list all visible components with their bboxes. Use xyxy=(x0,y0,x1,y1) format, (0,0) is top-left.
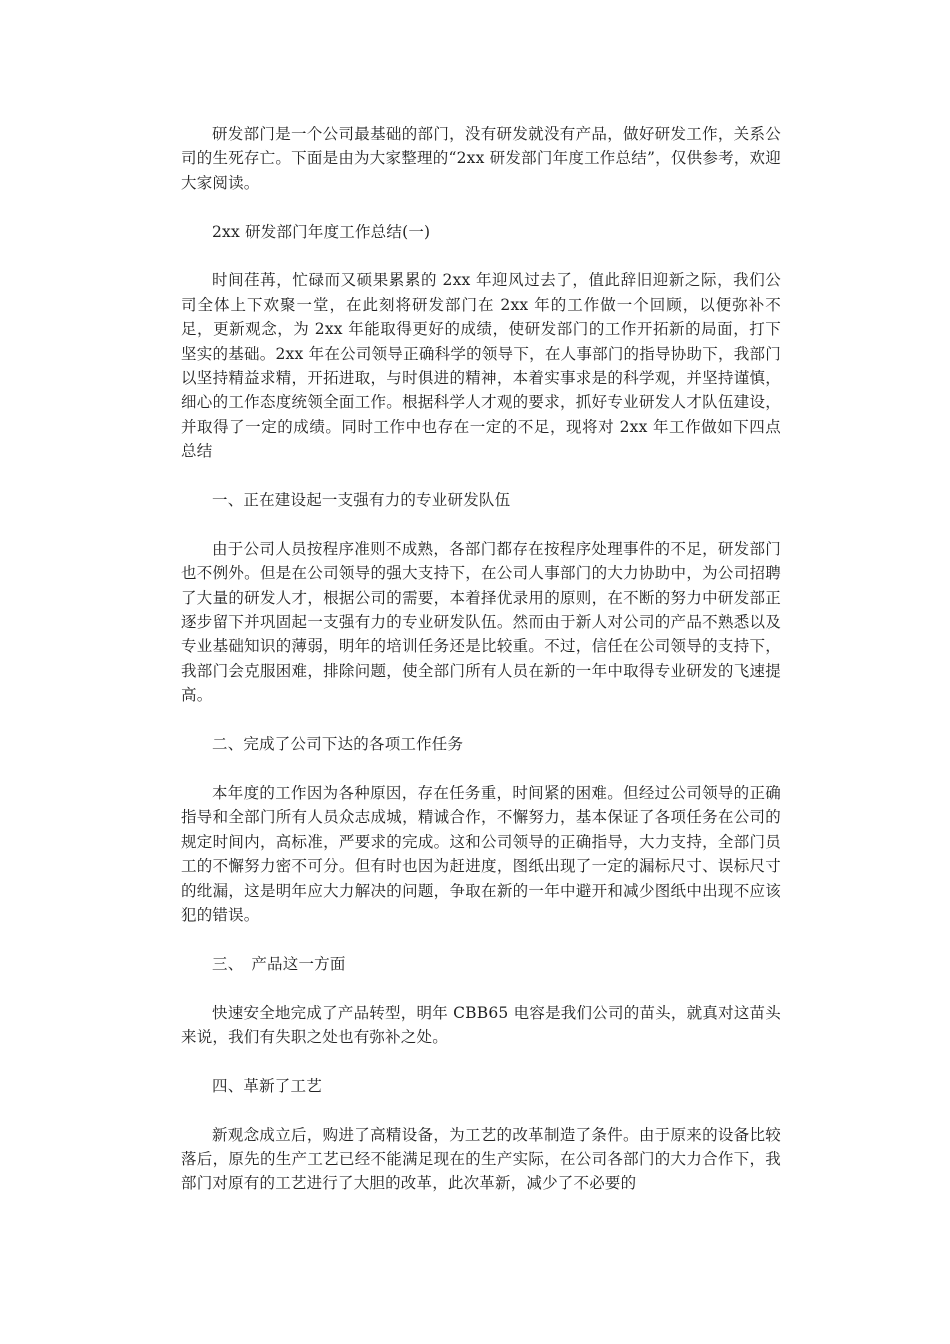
overview-paragraph: 时间荏苒，忙碌而又硕果累累的 2xx 年迎风过去了，值此辞旧迎新之际，我们公司全体上下欢聚一堂，在此刻将研发部门在 2xx 年的工作做一个回顾，以便弥补不足，更新观念，为 2xx 年能取得更好的成绩，使研发部门的工作开拓新的局面，打下坚实的基础。2xx 年在公司领导正确科学的领导下，在人事部门的指导协助下，我部门以坚持精益求精，开拓进取，与时俱进的精神，本着实事求是的科学观，并坚持谨慎，细心的工作态度统领全面工作。根据科学人才观的要求，抓好专业研发人才队伍建设，并取得了一定的成绩。同时工作中也存在一定的不足，现将对 2xx 年工作做如下四点总结 xyxy=(181,271,781,461)
document-body xyxy=(181,122,781,1220)
section-heading-4: 四、革新了工艺 xyxy=(212,1076,322,1095)
summary-title: 2xx 研发部门年度工作总结(一) xyxy=(212,222,431,241)
section-heading-1: 一、正在建设起一支强有力的专业研发队伍 xyxy=(212,491,511,510)
intro-paragraph: 研发部门是一个公司最基础的部门，没有研发就没有产品，做好研发工作，关系公司的生死存亡。下面是由为大家整理的“2xx 研发部门年度工作总结”，仅供参考，欢迎大家阅读。 xyxy=(181,125,781,192)
section-paragraph-1: 由于公司人员按程序准则不成熟，各部门都存在按程序处理事件的不足，研发部门也不例外。但是在公司领导的强大支持下，在公司人事部门的大力协助中，为公司招聘了大量的研发人才，根据公司的需要，本着择优录用的原则，在不断的努力中研发部正逐步留下并巩固起一支强有力的专业研发队伍。然而由于新人对公司的产品不熟悉以及专业基础知识的薄弱，明年的培训任务还是比较重。不过，信任在公司领导的支持下，我部门会克服困难，排除问题，使全部门所有人员在新的一年中取得专业研发的飞速提高。 xyxy=(181,539,781,705)
section-paragraph-4: 新观念成立后，购进了高精设备，为工艺的改革制造了条件。由于原来的设备比较落后，原先的生产工艺已经不能满足现在的生产实际，在公司各部门的大力合作下，我部门对原有的工艺进行了大胆的改革，此次革新，减少了不必要的 xyxy=(181,1125,781,1193)
section-paragraph-2: 本年度的工作因为各种原因，存在任务重，时间紧的困难。但经过公司领导的正确指导和全部门所有人员众志成城，精诚合作，不懈努力，基本保证了各项任务在公司的规定时间内，高标准，严要求的完成。这和公司领导的正确指导，大力支持，全部门员工的不懈努力密不可分。但有时也因为赶进度，图纸出现了一定的漏标尺寸、误标尺寸的纰漏，这是明年应大力解决的问题，争取在新的一年中避开和减少图纸中出现不应该犯的错误。 xyxy=(181,783,781,924)
section-heading-2: 二、完成了公司下达的各项工作任务 xyxy=(212,735,464,754)
section-heading-3: 三、 产品这一方面 xyxy=(212,954,346,973)
section-paragraph-3: 快速安全地完成了产品转型，明年 CBB65 电容是我们公司的苗头，就真对这苗头来说，我们有失职之处也有弥补之处。 xyxy=(181,1003,781,1046)
